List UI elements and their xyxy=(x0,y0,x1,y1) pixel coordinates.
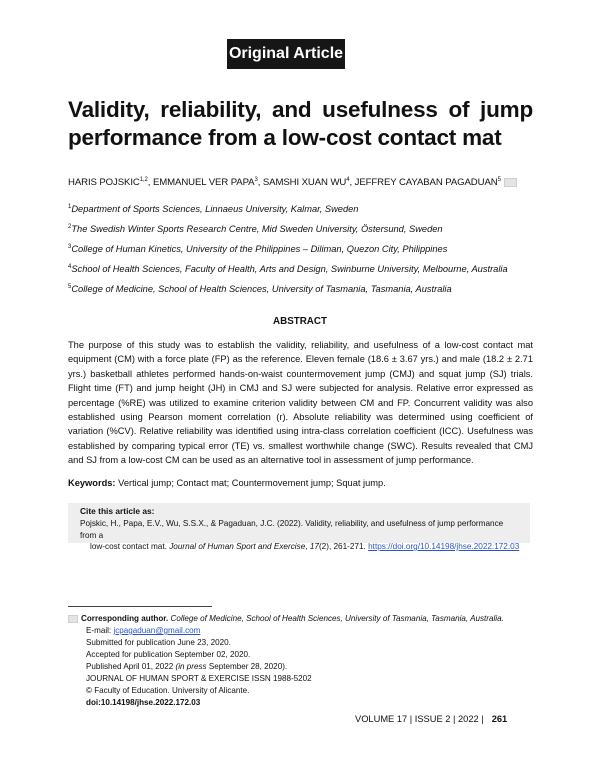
affiliation-item: $^1$Department of Sports Sciences, Linnaeus University, Kalmar, Sweden xyxy=(68,204,359,215)
author-name: SAMSHI XUAN WU xyxy=(262,177,347,189)
keywords-line xyxy=(68,478,533,488)
citation-doi-link[interactable]: https://doi.org/10.14198/jhse.2022.172.03 xyxy=(368,542,520,551)
article-type-label: Original Article xyxy=(227,39,345,69)
accepted-date: Accepted for publication September 02, 2020. xyxy=(86,650,251,659)
envelope-icon xyxy=(68,615,78,623)
affiliation-list xyxy=(68,198,538,298)
citation-text: Pojskic, H., Papa, E.V., Wu, S.S.X., & Pagaduan, J.C. (2022). Validity, reliability, and usefulness of jump performance from a low-cost contact mat. Journal of Human Sport and Exercise, 17(2), 261-271. https://doi.org/10.14198/jhse.2022.172.03 xyxy=(80,519,520,551)
author-affiliation-number: 5 xyxy=(497,177,501,183)
citation-box xyxy=(68,503,530,551)
corresponding-author-footnote: Corresponding author. College of Medicine, School of Health Sciences, University of Tasmania, Tasmania, Australia. E-mail: jcpagaduan@gmail.com Submitted for publication June 23, 2020. Accepted for publication September 02, 2020. Published April 01, 2022 (in press September 28, 2020). JOURNAL OF HUMAN SPORT & EXERCISE ISSN 1988-5202 © Faculty of Education. University of Alicante. doi:10.14198/jhse.2022.172.03 xyxy=(68,613,538,709)
envelope-icon[interactable] xyxy=(504,178,517,187)
running-footer xyxy=(355,714,520,724)
footnote-divider xyxy=(68,606,212,607)
citation-journal: Journal of Human Sport and Exercise xyxy=(169,542,306,551)
affiliation-item: $^5$College of Medicine, School of Health Sciences, University of Tasmania, Tasmania, Australia xyxy=(68,284,452,295)
citation-heading: Cite this article as: xyxy=(80,506,155,516)
submitted-date: Submitted for publication June 23, 2020. xyxy=(86,638,231,647)
footnote-label: Corresponding author. xyxy=(81,614,169,623)
author-affiliation-number: 4 xyxy=(346,177,350,183)
author-name: EMMANUEL VER PAPA xyxy=(152,177,255,189)
keywords-label: Keywords: xyxy=(68,478,116,488)
abstract-text: The purpose of this study was to establish the validity, reliability, and usefulness of a low-cost contact mat equipment (CM) with a force plate (FP) as the reference. Eleven female (18.6 ± 3.67 yrs.) and male (18.2 ± 2.71 yrs.) basketball athletes performed hands-on-waist countermovement jump (CMJ) and squat jump (SJ) trials. Flight time (FT) and jump height (JH) in CMJ and SJ were subjected for analysis. Relative error expressed as percentage (%RE) was utilized to examine criterion validity between CM and FP. Concurrent validity was also established using Pearson moment correlation (r). Absolute reliability was determined using coefficient of variation (%CV). Relative reliability was identified using intra-class correlation coefficient (ICC). Usefulness was established by comparing typical error (TE) vs. smallest worthwhile change (SWC). Results revealed that CMJ and SJ from a low-cost CM can be used as an alternative tool in assessment of jump performance. xyxy=(68,340,533,466)
email-link[interactable]: jcpagaduan@gmail.com xyxy=(113,626,201,635)
affiliation-item: $^3$College of Human Kinetics, University of the Philippines – Diliman, Quezon City, Philippines xyxy=(68,244,448,255)
journal-issn: JOURNAL OF HUMAN SPORT & EXERCISE ISSN 1988-5202 xyxy=(86,674,312,683)
keywords-text: Vertical jump; Contact mat; Countermovement jump; Squat jump. xyxy=(118,478,386,488)
author-list: HARIS POJSKIC$^{1,2}$, EMMANUEL VER PAPA$^3$, SAMSHI XUAN $WU^4$, JEFFREY CAYABAN PAGADUAN$^5$ xyxy=(68,177,548,188)
author-affiliation-number: 3 xyxy=(254,177,258,183)
footnote-address: College of Medicine, School of Health Sciences, University of Tasmania, Tasmania, Australia. xyxy=(170,614,504,623)
volume-issue-year: VOLUME 17 | ISSUE 2 | 2022 | xyxy=(355,714,484,724)
affiliation-item: $^4$School of Health Sciences, Faculty of Health, Arts and Design, Swinburne University, Melbourne, Australia xyxy=(68,264,508,275)
footnote-doi: doi:10.14198/jhse.2022.172.03 xyxy=(86,698,201,707)
affiliation-item: $^2$The Swedish Winter Sports Research Centre, Mid Sweden University, Östersund, Sweden xyxy=(68,224,443,235)
copyright-line: © Faculty of Education. University of Alicante. xyxy=(86,686,250,695)
author-name: HARIS POJSKIC xyxy=(68,177,140,189)
article-title: Validity, reliability, and usefulness of jump performance from a low-cost contact mat xyxy=(68,97,533,150)
author-name: JEFFREY CAYABAN PAGADUAN xyxy=(354,177,498,189)
author-affiliation-number: 1,2 xyxy=(139,177,148,183)
abstract-heading: ABSTRACT xyxy=(273,316,327,327)
published-date: Published April 01, 2022 (in press September 28, 2020). xyxy=(86,662,288,671)
page-number: 261 xyxy=(491,714,508,724)
